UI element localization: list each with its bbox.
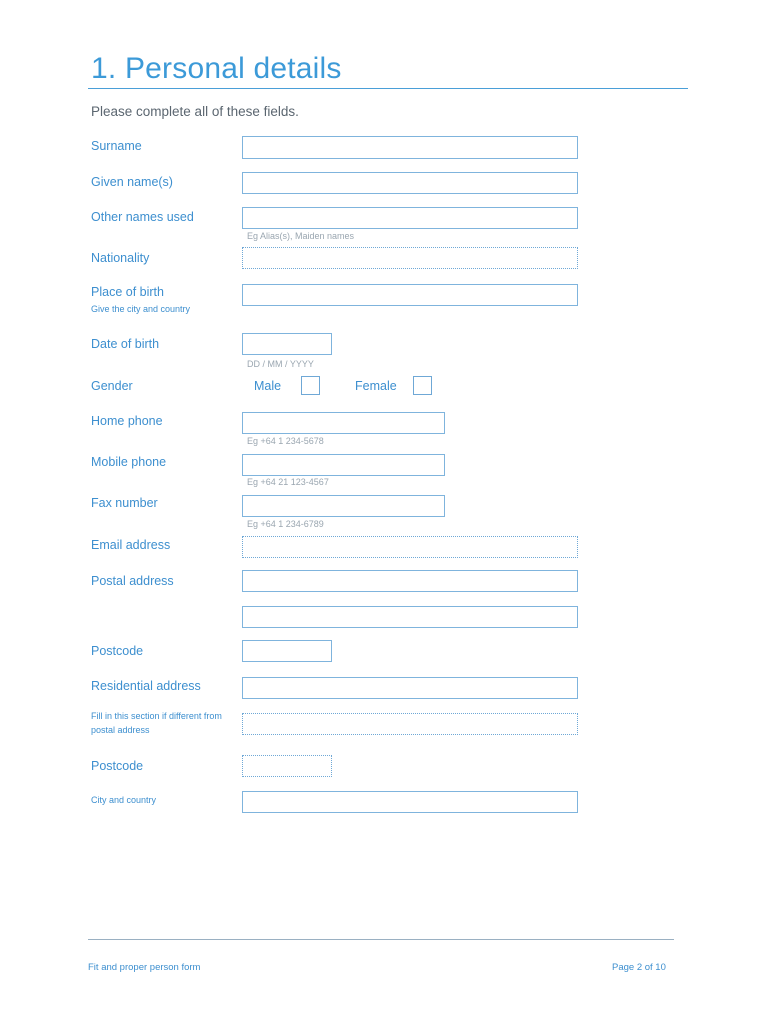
other-names-hint: Eg Alias(s), Maiden names: [247, 231, 355, 241]
surname-field[interactable]: [242, 136, 578, 159]
nationality-label: Nationality: [91, 251, 150, 265]
residential-address-line2-field[interactable]: [242, 713, 578, 735]
given-names-label: Given name(s): [91, 175, 173, 189]
page-title: 1. Personal details: [91, 52, 342, 85]
other-names-field[interactable]: [242, 207, 578, 229]
gender-female-label: Female: [355, 379, 397, 393]
postal-address-label: Postal address: [91, 574, 174, 588]
footer-form-name: Fit and proper person form: [88, 962, 201, 973]
fax-number-field[interactable]: [242, 495, 445, 517]
nationality-field[interactable]: [242, 247, 578, 269]
surname-label: Surname: [91, 139, 142, 153]
home-phone-hint: Eg +64 1 234-5678: [247, 436, 324, 446]
postal-postcode-field[interactable]: [242, 640, 332, 662]
fax-number-hint: Eg +64 1 234-6789: [247, 519, 324, 529]
residential-postcode-label: Postcode: [91, 759, 144, 773]
residential-address-line1-field[interactable]: [242, 677, 578, 699]
mobile-phone-label: Mobile phone: [91, 455, 167, 469]
place-of-birth-label: Place of birth: [91, 285, 164, 299]
home-phone-label: Home phone: [91, 414, 163, 428]
gender-label: Gender: [91, 379, 133, 393]
gender-male-label: Male: [254, 379, 282, 393]
intro-text: Please complete all of these fields.: [91, 104, 299, 119]
place-of-birth-sublabel: Give the city and country: [91, 304, 191, 314]
email-address-label: Email address: [91, 538, 171, 552]
place-of-birth-field[interactable]: [242, 284, 578, 306]
fax-number-label: Fax number: [91, 496, 158, 510]
footer-divider: [88, 939, 674, 940]
title-divider: [88, 88, 688, 89]
postal-postcode-label: Postcode: [91, 644, 144, 658]
gender-male-checkbox[interactable]: [301, 376, 320, 395]
residential-postcode-field[interactable]: [242, 755, 332, 777]
footer-page-number: Page 2 of 10: [612, 962, 666, 973]
mobile-phone-hint: Eg +64 21 123-4567: [247, 477, 329, 487]
date-of-birth-label: Date of birth: [91, 337, 160, 351]
postal-address-line1-field[interactable]: [242, 570, 578, 592]
date-of-birth-hint: DD / MM / YYYY: [247, 359, 314, 369]
given-names-field[interactable]: [242, 172, 578, 194]
city-country-field[interactable]: [242, 791, 578, 813]
other-names-label: Other names used: [91, 210, 194, 224]
home-phone-field[interactable]: [242, 412, 445, 434]
email-address-field[interactable]: [242, 536, 578, 558]
residential-address-sublabel-line1: Fill in this section if different from: [91, 711, 222, 721]
residential-address-label: Residential address: [91, 679, 201, 693]
city-country-label: City and country: [91, 795, 157, 805]
mobile-phone-field[interactable]: [242, 454, 445, 476]
gender-female-checkbox[interactable]: [413, 376, 432, 395]
residential-address-sublabel-line2: postal address: [91, 725, 150, 735]
date-of-birth-field[interactable]: [242, 333, 332, 355]
postal-address-line2-field[interactable]: [242, 606, 578, 628]
